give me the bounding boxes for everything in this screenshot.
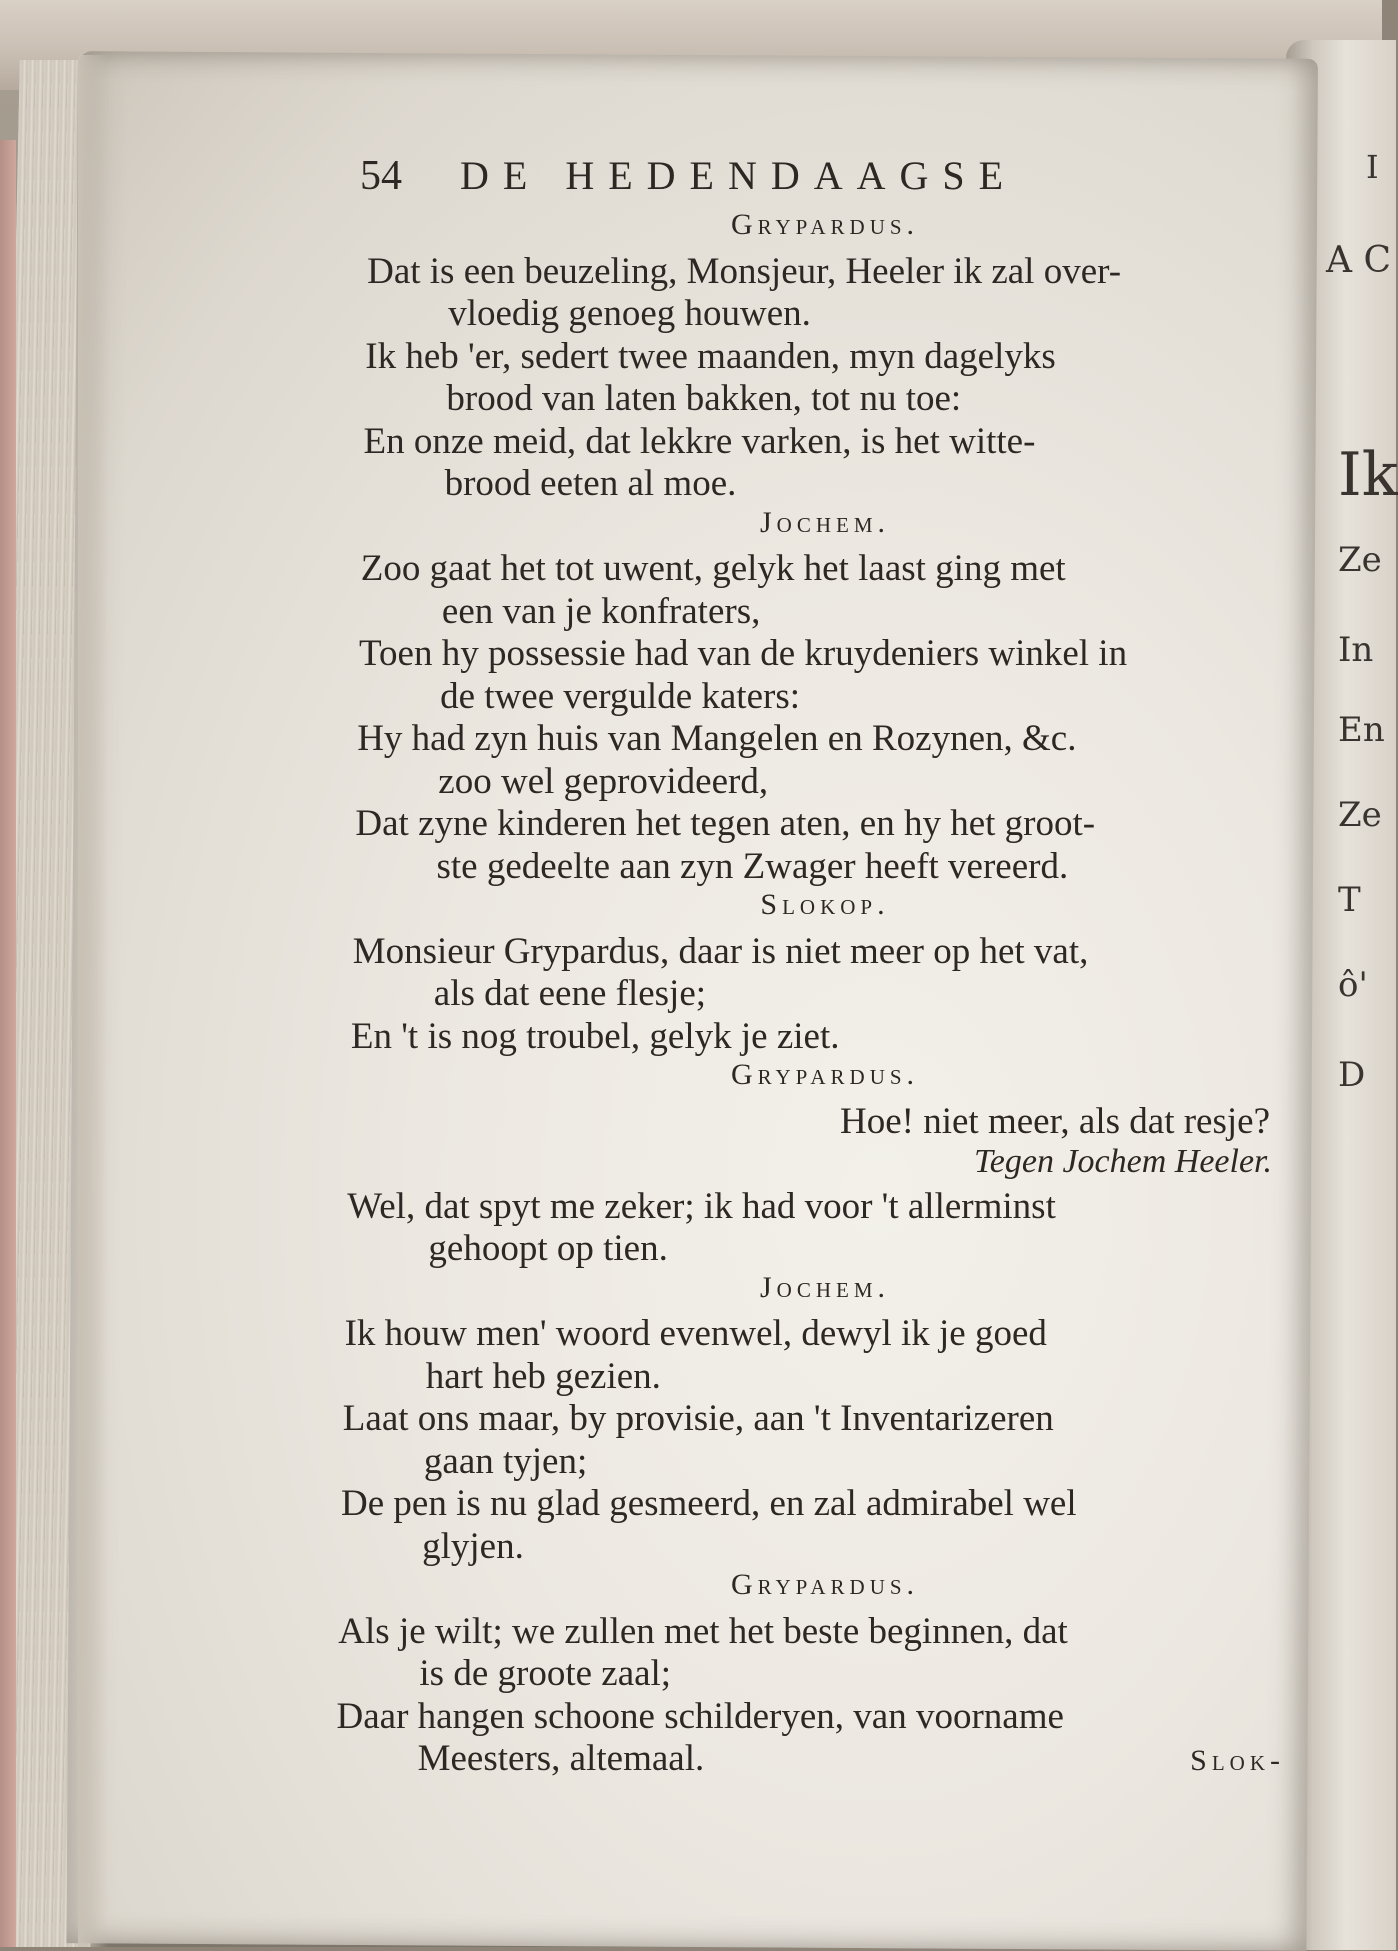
verse-line: De pen is nu glad gesmeerd, en zal admirabel wel — [341, 1483, 1077, 1524]
verse-continuation: ste gedeelte aan zyn Zwager heeft vereerd. — [436, 845, 1069, 887]
speaker-name: Slokop. — [760, 888, 890, 921]
speaker-name: Grypardus. — [730, 1058, 920, 1091]
facing-page-fragment: En — [1338, 710, 1385, 750]
book-cover-edge — [0, 140, 16, 1947]
verse-line: Ik heb 'er, sedert twee maanden, myn dagelyks — [365, 335, 1056, 377]
verse-line: Dat is een beuzeling, Monsjeur, Heeler ik zal over- — [367, 250, 1122, 292]
verse-continuation: gaan tyjen; — [423, 1440, 588, 1482]
speaker-name: Jochem. — [759, 1270, 891, 1304]
verse-line: Dat zyne kinderen het tegen aten, en hy het groot- — [355, 803, 1096, 844]
speaker-name: Grypardus. — [730, 208, 920, 241]
facing-page-fragment: A C — [1326, 240, 1391, 281]
verse-continuation: vloedig genoeg houwen. — [448, 293, 811, 334]
facing-page-fragment: Ze — [1338, 795, 1382, 835]
verse-line-right: Hoe! niet meer, als dat resje? — [840, 1100, 1270, 1142]
page-edge-shadow — [78, 55, 108, 1947]
facing-page-fragment: D — [1338, 1055, 1366, 1095]
verse-continuation: de twee vergulde katers: — [440, 675, 801, 717]
verse-line: Ik houw men' woord evenwel, dewyl ik je goed — [344, 1313, 1047, 1354]
facing-page-fragment: Ik — [1338, 440, 1398, 510]
running-head: DE HEDENDAAGSE — [460, 153, 1018, 198]
verse-continuation: als dat eene flesje; — [433, 973, 707, 1014]
facing-page-fragment: ô' — [1338, 965, 1368, 1005]
verse-line: Daar hangen schoone schilderyen, van voorname — [336, 1695, 1064, 1737]
page-header — [360, 152, 1170, 202]
verse-continuation: zoo wel geprovideerd, — [438, 760, 769, 802]
verse-continuation: is de groote zaal; — [419, 1653, 672, 1694]
verse-continuation: een van je konfraters, — [441, 590, 761, 632]
verse-line: Zoo gaat het tot uwent, gelyk het laast ging met — [360, 548, 1066, 589]
verse-line: Als je wilt; we zullen met het beste beginnen, dat — [338, 1610, 1068, 1652]
page-number: 54 — [360, 153, 402, 199]
verse-line: Wel, dat spyt me zeker; ik had voor 't allerminst — [347, 1185, 1056, 1227]
verse-continuation: gehoopt op tien. — [428, 1228, 668, 1269]
verse-continuation: glyjen. — [422, 1525, 524, 1567]
stage-direction: Tegen Jochem Heeler. — [973, 1143, 1272, 1180]
verse-continuation: Meesters, altemaal. — [417, 1738, 705, 1779]
verse-line: Toen hy possessie had van de kruydeniers winkel in — [359, 633, 1128, 674]
verse-line: Laat ons maar, by provisie, aan 't Inventarizeren — [342, 1398, 1054, 1439]
verse-line: En onze meid, dat lekkre varken, is het witte- — [363, 420, 1036, 462]
verse-continuation: brood eeten al moe. — [444, 463, 737, 504]
speaker-name: Grypardus. — [730, 1568, 920, 1601]
speaker-name: Jochem. — [759, 505, 891, 539]
facing-page-fragment: I — [1366, 148, 1379, 186]
catchword: Slok- — [1190, 1744, 1285, 1777]
verse-continuation: hart heb gezien. — [425, 1355, 661, 1397]
facing-page-fragment: Ze — [1338, 540, 1382, 580]
facing-page-fragment: T — [1338, 880, 1361, 920]
verse-continuation: brood van laten bakken, tot nu toe: — [446, 378, 962, 419]
verse-line: Monsieur Grypardus, daar is niet meer op het vat, — [352, 930, 1089, 972]
verse-line: En 't is nog troubel, gelyk je ziet. — [350, 1015, 840, 1057]
facing-page-fragment: In — [1338, 630, 1374, 670]
verse-line: Hy had zyn huis van Mangelen en Rozynen, &c. — [357, 718, 1077, 759]
